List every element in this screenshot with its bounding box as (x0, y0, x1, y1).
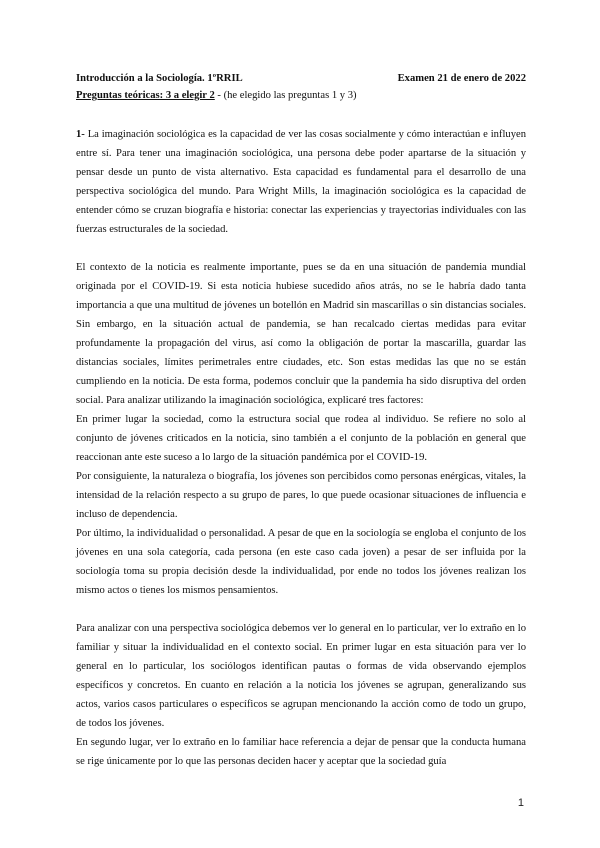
paragraph-1 (76, 125, 526, 239)
questions-line (76, 87, 526, 104)
exam-date: Examen 21 de enero de 2022 (397, 73, 526, 84)
questions-label: Preguntas teóricas: 3 a elegir 2 (76, 90, 215, 101)
paragraph-text: La imaginación sociológica es la capacidad de ver las cosas socialmente y cómo interactúan e influyen entre sí. Para tener una imaginación sociológica, una persona debe poder apartarse de la situación y pensar desde un punto de vista alternativo. Esta capacidad es fundamental para el desarrollo de una perspectiva sociológica del mundo. Para Wright Mills, la imaginación sociológica es la capacidad de entender cómo se cruzan biografía e historia: conectar las experiencias y trayectorias individuales con las fuerzas estructurales de la sociedad. (76, 129, 526, 235)
questions-note: - (he elegido las preguntas 1 y 3) (214, 90, 357, 101)
paragraph-7: En segundo lugar, ver lo extraño en lo familiar hace referencia a dejar de pensar que la conducta humana se rige únicamente por lo que las personas deciden hacer y aceptar que la sociedad guía (76, 737, 526, 767)
course-title: Introducción a la Sociología. 1ºRRIL (76, 73, 243, 84)
question-number: 1- (76, 129, 85, 140)
document-header (76, 70, 526, 104)
paragraph-4: Por consiguiente, la naturaleza o biografía, los jóvenes son percibidos como personas enérgicas, vitales, la intensidad de la relación respecto a su grupo de pares, lo que puede ocasionar situaciones de influencia e incluso de dependencia. (76, 471, 526, 520)
page-number: 1 (517, 797, 524, 809)
header-row (76, 70, 526, 87)
paragraph-2: El contexto de la noticia es realmente importante, pues se da en una situación de pandemia mundial originada por el COVID-19. Si esta noticia hubiese sucedido años atrás, no se le habría dado tanta importancia a que una multitud de jóvenes un botellón en Madrid sin mascarillas o sin distancias sociales. Sin embargo, en la situación actual de pandemia, se han recalcado ciertas medidas para evitar profundamente la propagación del virus, así como la obligación de portar la mascarilla, guardar las distancias sociales, límites perimetrales entre ciudades, etc. Son estas medidas las que no se están cumpliendo en la noticia. De esta forma, podemos concluir que la pandemia ha sido disruptiva del orden social. Para analizar utilizando la imaginación sociológica, explicaré tres factores: (76, 262, 526, 406)
document-body (76, 125, 526, 771)
paragraph-5: Por último, la individualidad o personalidad. A pesar de que en la sociología se engloba el conjunto de los jóvenes en una sola categoría, cada persona (en este caso cada joven) a pesar de ser influida por la sociología toma su propia decisión desde la individualidad, por ende no todos los jóvenes realizan los mismo actos o tienes los mismos pensamientos. (76, 528, 526, 596)
paragraph-6: Para analizar con una perspectiva sociológica debemos ver lo general en lo particular, ver lo extraño en lo familiar y situar la individualidad en el contexto social. En primer lugar en esta situación para ver lo general en lo particular, los sociólogos identifican pautas o formas de vida observando ejemplos específicos y concretos. En cuanto en relación a la noticia los jóvenes se agrupan, generalizando sus actos, varios casos particulares o específicos se agrupan mencionando la acción como de todo un grupo, de todos los jóvenes. (76, 623, 526, 729)
paragraph-3: En primer lugar la sociedad, como la estructura social que rodea al individuo. Se refiere no solo al conjunto de jóvenes criticados en la noticia, sino también a el conjunto de la población en general que reaccionan ante este suceso a lo largo de la situación pandémica por el COVID-19. (76, 414, 526, 463)
